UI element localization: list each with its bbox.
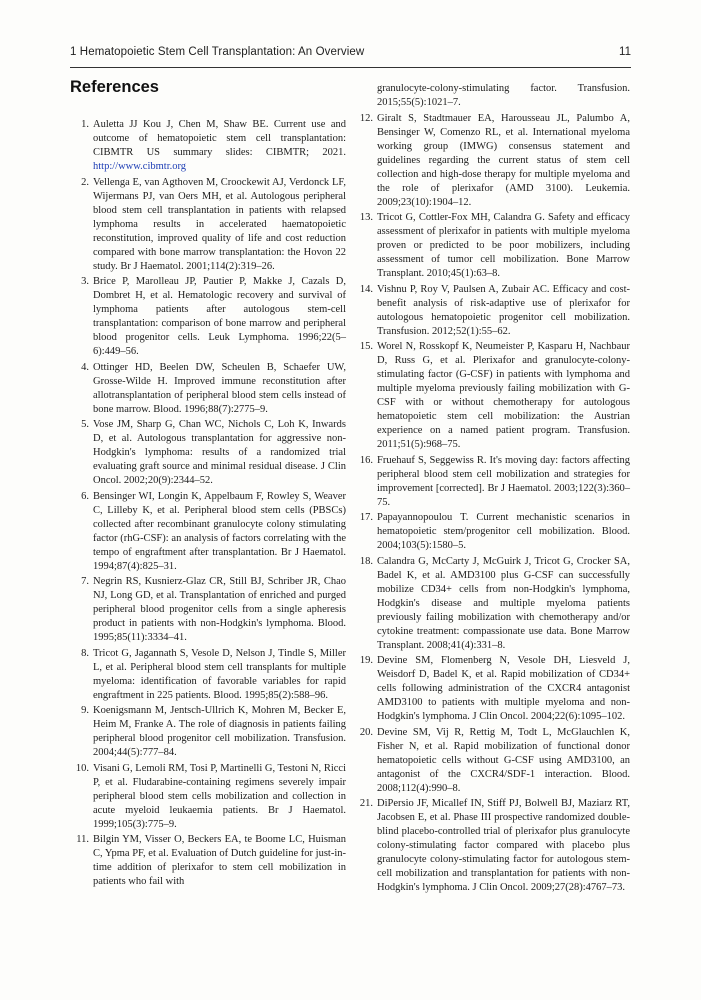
reference-text: Brice P, Marolleau JP, Pautier P, Makke J, Cazals D, Dombret H, et al. Hematologic recovery and survival of lymphoma patients after autologous stem-cell transplantation: comparison of bone marrow and peripheral blood progenitor cells. Leuk Lymphoma. 1996;22(5–6):449–56. (93, 276, 346, 357)
running-header (70, 46, 631, 58)
reference-2 (76, 176, 346, 274)
reference-16 (360, 454, 630, 510)
section-title: References (70, 78, 159, 96)
reference-text: Vose JM, Sharp G, Chan WC, Nichols C, Loh K, Inwards D, et al. Autologous transplantation for aggressive non-Hodgkin's lymphoma: results of a randomized trial evaluating graft source and minimal residual disease. J Clin Oncol. 2002;20(9):2344–52. (93, 419, 346, 486)
reference-7 (76, 575, 346, 645)
reference-text: DiPersio JF, Micallef IN, Stiff PJ, Bolwell BJ, Maziarz RT, Jacobsen E, et al. Phase III prospective randomized double-blind placebo-controlled trial of plerixafor plus granulocyte colony-stimulating factor compared with placebo plus granulocyte colony-stimulating factor for autologous stem-cell mobilization and transplantation for patients with non-Hodgkin's lymphoma. J Clin Oncol. 2009;27(28):4767–73. (377, 798, 630, 893)
reference-number: 15. (359, 341, 373, 352)
reference-13 (360, 211, 630, 281)
reference-number: 2. (81, 176, 89, 188)
reference-4 (76, 361, 346, 417)
reference-number: 14. (359, 283, 373, 295)
reference-21 (360, 797, 630, 895)
reference-text: Bensinger WI, Longin K, Appelbaum F, Rowley S, Weaver C, Lilleby K, et al. Peripheral blood stem cells (PBSCs) collected after recombinant granulocyte colony stimulating factor (rhG-CSF): an analysis of factors correlating with the tempo of engraftment after transplantation. Br J Haematol. 1994;87(4):825–31. (93, 490, 346, 572)
reference-text: Ottinger HD, Beelen DW, Scheulen B, Schaefer UW, Grosse-Wilde H. Improved immune reconstitution after allotransplantation of peripheral blood stem cells instead of bone marrow. Blood. 1996;88(7):2775–9. (93, 361, 346, 415)
reference-17 (360, 511, 630, 553)
reference-number: 18. (359, 555, 373, 567)
reference-text: Devine SM, Flomenberg N, Vesole DH, Liesveld J, Weisdorf D, Badel K, et al. Rapid mobilization of CD34+ cells following administration of the CXCR4 antagonist AMD3100 to patients with multiple myeloma and non-Hodgkin's lymphoma. J Clin Oncol. 2004;22(6):1095–102. (377, 655, 630, 722)
reference-text: Auletta JJ Kou J, Chen M, Shaw BE. Current use and outcome of hematopoietic stem cell transplantation: CIBMTR US summary slides: CIBMTR; 2021. (93, 119, 346, 158)
chapter-title: 1 Hematopoietic Stem Cell Transplantation: An Overview (70, 46, 365, 58)
reference-9 (76, 704, 346, 760)
reference-number: 11. (76, 834, 89, 845)
reference-text: Negrin RS, Kusnierz-Glaz CR, Still BJ, Schriber JR, Chao NJ, Long GD, et al. Transplantation of enriched and purged peripheral blood progenitor cells from a single apheresis product in patients with non-Hodgkin's lymphoma. Blood. 1995;85(11):3334–41. (93, 576, 346, 643)
reference-12 (360, 112, 630, 210)
reference-10 (76, 762, 346, 832)
reference-text: Giralt S, Stadtmauer EA, Harousseau JL, Palumbo A, Bensinger W, Comenzo RL, et al. International myeloma working group (IMWG) consensus statement and guidelines regarding the current status of stem cell collection and high-dose therapy for multiple myeloma and the role of plerixafor (AMD 3100). Leukemia. 2009;23(10):1904–12. (377, 112, 630, 208)
reference-text: Tricot G, Cottler-Fox MH, Calandra G. Safety and efficacy assessment of plerixafor in patients with multiple myeloma proven or predicted to be poor mobilizers, including assessment of tumor cell mobilization. Bone Marrow Transplant. 2010;45(1):63–8. (377, 212, 630, 279)
reference-number: 21. (359, 798, 373, 809)
reference-text: Vellenga E, van Agthoven M, Croockewit AJ, Verdonck LF, Wijermans PJ, van Oers MH, et al. Autologous peripheral blood stem cell transplantation in patients with relapsed lymphoma results in accelerated haematopoietic reconstitution, improved quality of life and cost reduction compared with bone marrow transplantation: the Hovon 22 study. Br J Haematol. 2001;114(2):319–26. (93, 176, 346, 272)
reference-number: 8. (81, 647, 89, 659)
reference-number: 10. (75, 762, 89, 774)
reference-number: 12. (359, 112, 373, 124)
reference-number: 1. (81, 119, 89, 130)
reference-number: 5. (81, 419, 89, 430)
reference-number: 3. (81, 276, 89, 287)
reference-3 (76, 275, 346, 359)
header-rule (70, 67, 631, 68)
reference-text: Calandra G, McCarty J, McGuirk J, Tricot G, Crocker SA, Badel K, et al. AMD3100 plus G-CSF can successfully mobilize CD34+ cells from non-Hodgkin's lymphoma, Hodgkin's disease and multiple myeloma patients previously failing mobilization with chemotherapy and/or cytokine treatment: compassionate use data. Bone Marrow Transplant. 2008;41(4):331–8. (377, 555, 630, 651)
reference-text: Fruehauf S, Seggewiss R. It's moving day: factors affecting peripheral blood stem cell mobilization and strategies for improvement [corrected]. Br J Haematol. 2003;122(3):360–75. (377, 454, 630, 508)
reference-link[interactable]: http://www.cibmtr.org (93, 161, 187, 172)
reference-text: Worel N, Rosskopf K, Neumeister P, Kasparu H, Nachbaur D, Russ G, et al. Plerixafor and granulocyte-colony-stimulating factor (G-CSF) in patients with lymphoma and multiple myeloma previously failing mobilization with G-CSF with or without chemotherapy for autologous hematopoietic stem cell mobilization: the Austrian experience on a named patient program. Transfusion. 2011;51(5):968–75. (377, 341, 630, 450)
reference-number: 9. (81, 705, 89, 716)
reference-number: 17. (359, 512, 373, 523)
reference-1 (76, 118, 346, 174)
reference-number: 19. (359, 655, 373, 666)
reference-6 (76, 490, 346, 574)
reference-5 (76, 418, 346, 488)
reference-11-continued: granulocyte-colony-stimulating factor. Transfusion. 2015;55(5):1021–7. (377, 83, 630, 108)
reference-text: Vishnu P, Roy V, Paulsen A, Zubair AC. Efficacy and cost-benefit analysis of risk-adaptive use of plerixafor for autologous hematopoietic progenitor cell mobilization. Transfusion. 2012;52(1):55–62. (377, 283, 630, 337)
reference-8 (76, 647, 346, 703)
reference-14 (360, 283, 630, 339)
reference-number: 13. (359, 212, 373, 223)
reference-number: 16. (359, 454, 373, 466)
references-right-column (360, 82, 630, 897)
reference-text: Visani G, Lemoli RM, Tosi P, Martinelli G, Testoni N, Ricci P, et al. Fludarabine-containing regimens severely impair peripheral blood stem cells mobilization and collection in acute myeloid leukaemia patients. Br J Haematol. 1999;105(3):775–9. (93, 762, 346, 830)
reference-number: 20. (359, 726, 373, 738)
reference-text: Papayannopoulou T. Current mechanistic scenarios in hematopoietic stem/progenitor cell mobilization. Blood. 2004;103(5):1580–5. (377, 512, 630, 551)
references-left-column (76, 118, 346, 891)
reference-18 (360, 555, 630, 653)
reference-text: Koenigsmann M, Jentsch-Ullrich K, Mohren M, Becker E, Heim M, Franke A. The role of diagnosis in patients failing peripheral blood progenitor cell mobilization. Transfusion. 2004;44(5):777–84. (93, 705, 346, 758)
reference-15 (360, 340, 630, 452)
reference-number: 7. (81, 576, 89, 587)
page-number: 11 (619, 46, 631, 58)
reference-number: 4. (81, 361, 89, 373)
reference-20 (360, 726, 630, 796)
reference-19 (360, 654, 630, 724)
reference-number: 6. (81, 490, 89, 502)
reference-text: Devine SM, Vij R, Rettig M, Todt L, McGlauchlen K, Fisher N, et al. Rapid mobilization of functional donor hematopoietic cells without G-CSF using AMD3100, an antagonist of the CXCR4/SDF-1 interaction. Blood. 2008;112(4):990–8. (377, 726, 630, 794)
reference-11 (76, 833, 346, 889)
reference-text: Tricot G, Jagannath S, Vesole D, Nelson J, Tindle S, Miller L, et al. Peripheral blood stem cell transplants for multiple myeloma: identification of favorable variables for rapid engraftment in 225 patients. Blood. 1995;85(2):588–96. (93, 647, 346, 701)
reference-text: Bilgin YM, Visser O, Beckers EA, te Boome LC, Huisman C, Ypma PF, et al. Evaluation of Dutch guideline for just-in-time addition of plerixafor to stem cell mobilization in patients who fail with (93, 834, 346, 887)
